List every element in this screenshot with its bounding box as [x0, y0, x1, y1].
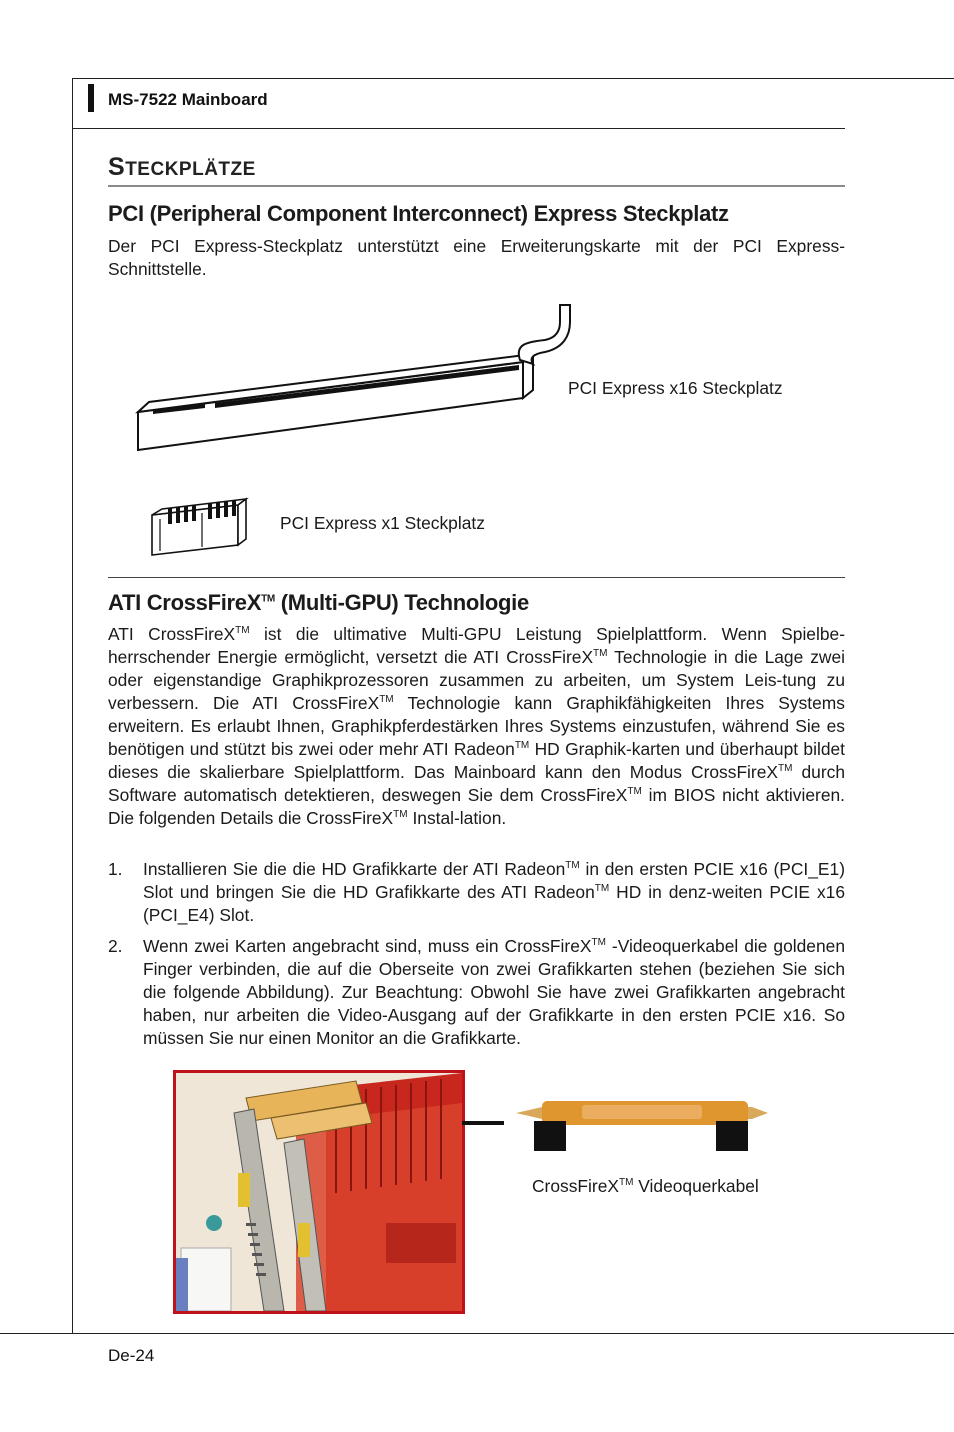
crossfire-heading-text: ATI CrossFireX [108, 590, 262, 615]
pcie-x16-label: PCI Express x16 Steckplatz [568, 378, 783, 398]
crossfire-cards-photo [173, 1070, 465, 1314]
text-run: Installieren Sie die die HD Grafikkarte der ATI Radeon [143, 859, 566, 879]
trademark-mark: TM [379, 694, 394, 706]
pcie-x1-label: PCI Express x1 Steckplatz [280, 513, 485, 533]
text-run: ATI CrossFireX [108, 624, 236, 644]
bridge-cable-label [532, 1176, 759, 1197]
text-run: Instal-lation. [407, 808, 507, 828]
trademark-mark: TM [235, 625, 250, 637]
list-number: 1. [108, 859, 123, 879]
trademark-mark: TM [514, 740, 530, 752]
text-run: Videoquerkabel [633, 1176, 759, 1196]
crossfire-heading-text-rest: (Multi-GPU) Technologie [274, 590, 529, 615]
install-steps-list [108, 858, 845, 1050]
pcie-heading: PCI (Peripheral Component Interconnect) Express Steckplatz [108, 201, 729, 226]
pcie-x1-slot-illustration [148, 495, 250, 557]
callout-pointer-line [462, 1120, 504, 1128]
text-run: CrossFireX [532, 1176, 619, 1196]
trademark-mark: TM [393, 809, 408, 821]
trademark-mark: TM [565, 860, 580, 872]
list-number: 2. [108, 936, 123, 956]
text-run: in den ersten PCIE x16 (PCI_E1) Slot und bringen Sie die HD Grafikkarte des ATI Radeon [143, 859, 845, 902]
trademark-mark: TM [778, 763, 793, 775]
crossfire-bridge-cable-illustration [512, 1095, 774, 1157]
trademark-mark: TM [593, 648, 608, 660]
section-title-initial: S [108, 153, 126, 181]
trademark-mark: TM [261, 593, 275, 605]
page-number: De-24 [108, 1346, 155, 1365]
header-marker-bar [88, 84, 94, 112]
text-run: im BIOS nicht aktivieren. Die folgenden Details die CrossFireX [108, 785, 845, 828]
graphics-cards-illustration [176, 1073, 462, 1311]
list-item [108, 935, 845, 1050]
running-header: MS-7522 Mainboard [108, 90, 268, 109]
list-item [108, 858, 845, 927]
trademark-mark: TM [594, 883, 610, 895]
section-title-rest: TECKPLÄTZE [125, 159, 256, 180]
trademark-mark: TM [618, 1177, 634, 1189]
text-run: Wenn zwei Karten angebracht sind, muss ein CrossFireX [143, 936, 592, 956]
crossfire-paragraph [108, 623, 845, 830]
pcie-x16-slot-illustration [135, 300, 575, 470]
footer-rule [0, 1333, 954, 1334]
text-run: Technologie in die Lage zwei oder eigenstandige Graphikprozessoren zusammen zu arbeiten, um System Leis-tung zu verbessern. Die ATI CrossFireX [108, 647, 845, 713]
header-rule [72, 128, 845, 129]
text-run: durch Software automatisch detektieren, deswegen Sie dem CrossFireX [108, 762, 845, 805]
text-run: -Videoquerkabel die goldenen Finger verbinden, die auf die Oberseite von zwei Grafikkarten stehen (beziehen Sie sich die folgende Abbildung). Zur Beachtung: Obwohl Sie have zwei Grafikkarten angebracht haben, nur arbeiten die Video-Ausgang auf der Grafikkarte in den ersten PCIE x16. So müssen Sie nur einen Monitor an die Grafikkarte. [143, 936, 845, 1048]
left-margin-line [72, 78, 73, 1334]
section-title [108, 153, 256, 182]
pcie-paragraph: Der PCI Express-Steckplatz unterstützt eine Erweiterungskarte mit der PCI Express-Schnittstelle. [108, 236, 845, 279]
text-run: HD in denz-weiten PCIE x16 (PCI_E4) Slot. [143, 882, 845, 925]
text-run: ist die ultimative Multi-GPU Leistung Spielplattform. Wenn Spielbe-herrschender Energie ermöglicht, versetzt die ATI CrossFireX [108, 624, 845, 667]
top-border-line [72, 78, 954, 79]
section-divider [108, 577, 845, 578]
text-run: Technologie kann Graphikfähigkeiten Ihres Systems erweitern. Es erlaubt Ihnen, Graphikpferdestärken Ihres Systems einzustufen, während Sie es benötigen und stützt bis zwei oder mehr ATI Radeon [108, 693, 845, 759]
section-rule [108, 185, 845, 187]
trademark-mark: TM [627, 786, 642, 798]
text-run: HD Graphik-karten und überhaupt bildet dieses die skalierbare Spielplattform. Das Mainboard kann den Modus CrossFireX [108, 739, 846, 782]
trademark-mark: TM [591, 937, 606, 949]
crossfire-heading [108, 590, 529, 616]
